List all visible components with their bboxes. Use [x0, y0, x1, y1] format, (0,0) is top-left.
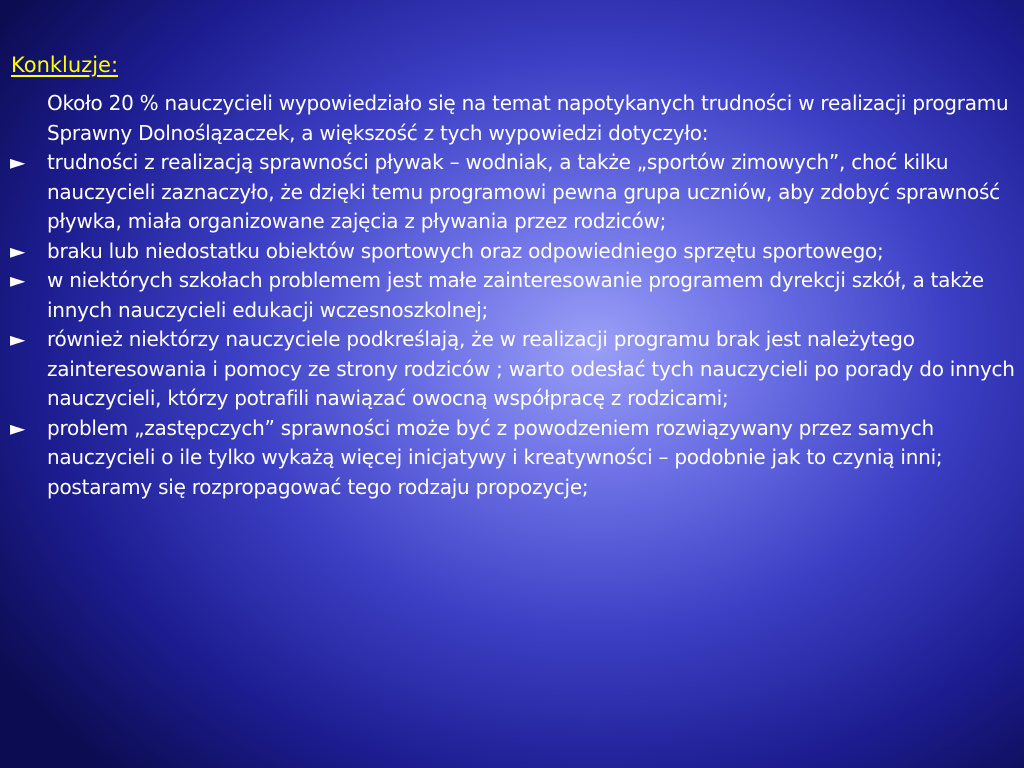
bullet-item [10, 148, 1015, 237]
slide-heading: Konkluzje: [11, 53, 119, 77]
slide-content [10, 89, 1015, 502]
arrow-bullet-icon: ► [10, 415, 26, 440]
arrow-bullet-icon: ► [10, 268, 26, 292]
bullet-item [10, 266, 1015, 325]
bullet-item-text: braku lub niedostatku obiektów sportowych oraz odpowiedniego sprzętu sportowego; [47, 238, 884, 263]
bullet-item-text: trudności z realizacją sprawności pływak – wodniak, a także „sportów zimowych”, choć kilku nauczycieli zaznaczyło, że dzięki temu programowi pewna grupa uczniów, aby zdobyć sprawność pływka, miała organizowane zajęcia z pływania przez rodziców; [47, 150, 1000, 233]
bullet-item [10, 325, 1015, 414]
bullet-item [10, 414, 1015, 503]
arrow-bullet-icon: ► [10, 150, 26, 174]
bullet-item [10, 237, 1015, 267]
arrow-bullet-icon: ► [10, 327, 26, 351]
bullet-item-text: również niektórzy nauczyciele podkreślają, że w realizacji programu brak jest należytego zainteresowania i pomocy ze strony rodziców ; warto odesłać tych nauczycieli po porady do innych nauczycieli, którzy potrafili nawiązać owocną współpracę z rodzicami; [47, 327, 1015, 410]
bullet-item-text: w niektórych szkołach problemem jest małe zainteresowanie programem dyrekcji szkół, a także innych nauczycieli edukacji wczesnoszkolnej; [47, 268, 984, 322]
arrow-bullet-icon: ► [10, 238, 26, 263]
bullet-item-text: problem „zastępczych” sprawności może być z powodzeniem rozwiązywany przez samych nauczycieli o ile tylko wykażą więcej inicjatywy i kreatywności – podobnie jak to czynią inni; postaramy się rozpropagować tego rodzaju propozycje; [47, 415, 943, 499]
intro-paragraph: Około 20 % nauczycieli wypowiedziało się na temat napotykanych trudności w realizacji programu Sprawny Dolnoślązaczek, a większość z tych wypowiedzi dotyczyło: [47, 91, 1009, 145]
